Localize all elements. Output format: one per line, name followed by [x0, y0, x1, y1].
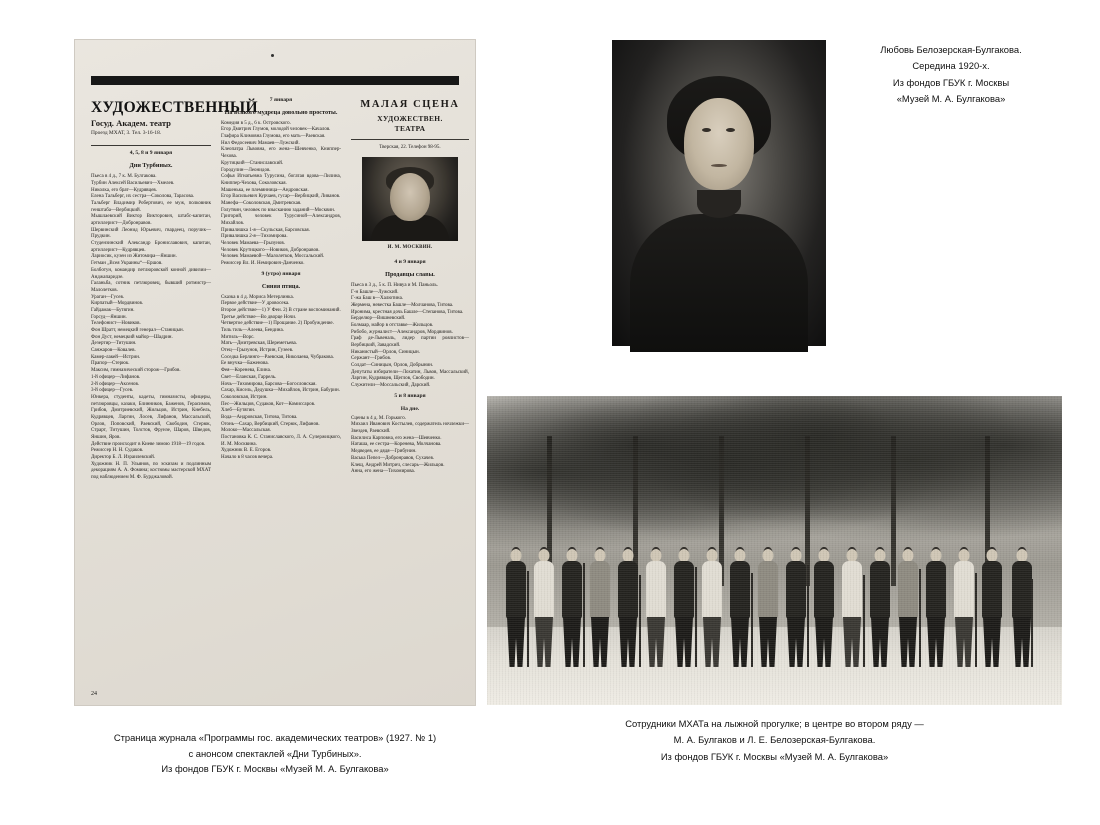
moskvin-portrait-caption: И. М. МОСКВИН. [387, 245, 433, 251]
scan-column-3 [351, 94, 469, 669]
photo-ski-pole [919, 569, 921, 667]
caption-left [60, 730, 490, 777]
photo-ski-pole [1031, 579, 1033, 667]
photo-subject-face [684, 98, 754, 190]
playbill-dates-1: 4, 5, 8 и 9 января [129, 150, 173, 157]
caption-tr-line-1: Любовь Белозерская-Булгакова. [880, 44, 1022, 55]
photo-person [645, 549, 667, 667]
photo-ski-pole [863, 575, 865, 667]
photo-people-group [487, 487, 1062, 667]
photo-mhat-ski-group [487, 396, 1062, 705]
caption-left-line-3: Из фондов ГБУК г. Москвы «Музей М. А. Булгакова» [161, 763, 389, 775]
malaya-stsena-title: МАЛАЯ СЦЕНА [360, 99, 460, 110]
photo-person [925, 549, 947, 667]
caption-tr-line-3: Из фондов ГБУК г. Москвы [892, 76, 1010, 88]
moskvin-portrait-engraving [362, 157, 458, 241]
photo-person [1011, 549, 1033, 667]
portrait-face [390, 173, 430, 221]
scan-column-1 [91, 94, 258, 669]
caption-left-line-2: с анонсом спектаклей «Дни Турбиных». [188, 747, 362, 759]
photo-person [897, 549, 919, 667]
magazine-masthead: ХУДОЖЕСТВЕННЫЙ [91, 99, 258, 116]
caption-bottom-right [487, 716, 1062, 765]
malaya-stsena-subtitle-1: ХУДОЖЕСТВЕН. [377, 113, 443, 123]
theatre-address-1: Проезд МХАТ, 3. Тел. 3-16-18. [91, 129, 162, 136]
play-title-mudrets: На всякого мудреца довольно простоты. [224, 108, 338, 116]
scan-page-number: 24 [91, 691, 97, 697]
photo-person [785, 549, 807, 667]
magazine-page-scan [75, 40, 475, 705]
scan-columns [91, 94, 469, 669]
photo-person [701, 549, 723, 667]
cast-list-2b: Сказка в 4 д. Мориса Метерлинка. Первое действие—У дровосека. Второе действие—1) У Феи. 2) В стране воспоминаний. Третье действие—Во дворце Ночи. Четвертое действие—1) Прощание. 2) Пробуждение. Тиль тиль—Алеева, Бендина. Митиль—Ворс. Мать—Дмитревская, Шереметьева. Отец—Грызунов, Истрин, Гузеев. Соседка Берлинго—Раевская, Николаева, Чубракова. Ее внучка—Баженова. Фея—Коренева, Елина. Свет—Еланская, Гаррель. Ночь—Тихомирова, Барсова—Богословская. Сахар, Кисель, Дедушка—Михайлов, Истрин, Бабурин. Соколовская, Истрин. Пес—Жильцов, Судаков, Кот—Комиссаров. Хлеб—Бутягин. Вода—Андровская, Титова, Титова. Огонь—Сахар, Вербицкий, Стерюк, Лифанов. Молоко—Массальская. Постановка К. С. Станиславского, Л. А. Сулержицкого, И. М. Москвина. Художник В. Е. Егоров. Начало в 8 часов вечера. [221, 294, 341, 461]
playbill-date-jan5-8: 5 и 8 января [394, 392, 426, 399]
theatre-address-2: Тверская, 22. Телефон 98-95. [379, 144, 441, 150]
photo-ski-pole [527, 571, 529, 667]
photo-person [617, 549, 639, 667]
caption-top-right [840, 42, 1062, 108]
photo-subject-eye-right [726, 128, 735, 132]
caption-tr-line-4: «Музей М. А. Булгакова» [896, 93, 1006, 105]
photo-person [813, 549, 835, 667]
photo-subject-eye-left [702, 128, 711, 132]
cast-list-3b: Сцены в 4 д. М. Горького. Михаил Иванович Костылев, содержатель ночлежки—Звездев, Раевский. Василиса Карповна, его жена—Шевченко. Наташа, ее сестра—Коренева, Молчанова. Медведев, ее дядя—Грибунин. Васька Пепел—Добронравов, Сухачев. Клещ, Андрей Митрич, слесарь—Жильцов. Анна, его жена—Тихомирова. [351, 415, 469, 475]
photo-person [729, 549, 751, 667]
photo-person [869, 549, 891, 667]
playbill-date-jan9: 9 (утро) января [261, 270, 301, 277]
playbill-date-jan7: 7 января [269, 97, 293, 103]
photo-belozerskaya-portrait [612, 40, 826, 346]
scan-dot-mark [271, 54, 274, 57]
malaya-stsena-subtitle-2: ТЕАТРА [394, 124, 426, 134]
scan-column-2 [221, 94, 341, 669]
magazine-masthead-subtitle: Госуд. Академ. театр [91, 117, 171, 128]
caption-br-line-3: Из фондов ГБУК г. Москвы «Музей М. А. Булгакова» [660, 750, 889, 762]
photo-person [953, 549, 975, 667]
photo-person [841, 549, 863, 667]
photo-person [757, 549, 779, 667]
playbill-date-jan4-9: 4 и 9 января [394, 259, 426, 266]
scan-top-rule [91, 76, 459, 85]
play-title-prodavtsy-slavy: Продавцы славы. [385, 271, 435, 279]
cast-list-3a: Пьеса в 3 д., 5 к. П. Нивуа и М. Паньоль. Г-н Башле—Лужский. Г-жа Баш в—Халютина. Жермена, невестка Башле—Молчанова, Титова. Иронима, крестная дочь Башле—Степанова, Титова. Берделюр—Вишневский. Болмаар, майор в отставке—Жильцов. Рибобо, журналист—Александров, Мордвинов. Граф де-Львеналь, лидер партии роялистов—Вербицкий, Завадский. Никанистый—Орлов, Синицын. Сержант—Грибов. Солдат—Синицын, Орлов, Добрынин. Депутаты избиратели—Лохатин, Львов, Массальский, Ларгин, Кудрявцев, Щеглов, Свободин. Служители—Моссальский, Дарский. [351, 282, 469, 389]
scan-paper [75, 40, 475, 705]
photo-person [673, 549, 695, 667]
photo-subject-mouth [711, 164, 727, 167]
caption-br-line-2: М. А. Булгаков и Л. Е. Белозерская-Булгакова. [673, 734, 876, 746]
caption-left-line-1: Страница журнала «Программы гос. академических театров» (1927. № 1) [113, 732, 437, 743]
photo-person [505, 549, 527, 667]
divider-rule-2 [351, 139, 469, 140]
caption-br-line-1: Сотрудники МХАТа на лыжной прогулке; в центре во втором ряду — [625, 718, 924, 729]
divider-rule [91, 145, 211, 146]
photo-ski-pole [751, 573, 753, 667]
play-title-dni-turbinyh: Дни Турбиных. [129, 162, 173, 170]
photo-person [561, 549, 583, 667]
photo-ski-pole [695, 567, 697, 667]
cast-list-1: Пьеса в 4 д., 7 к. М. Булгакова. Турбин Алексей Васильевич—Хмелев. Николка, его брат—Кудрявцев. Елена Тальберг, их сестра—Соколова, Тарасова. Тальберг Владимир Робертович, ее муж, полковник генштаба—Вербицкий. Мышлаевский Виктор Викторович, штабс-капитан, артиллерист—Добронравов. Шервинский Леонид Юрьевич, гвардеец, поручик—Прудкин. Студензинский Александр Брониславович, капитан, артиллерист—Кудрявцев. Лариосик, кузен из Житомира—Яншин. Гетман „Всея Украины“—Ершов. Болботун, командир петлюровской конной дивизии—Анджапаридзе. Галаньба, сотник петлюровец, бывший ротмистр—Малолетков. Ураган—Гусев. Кирпатый—Мордвинов. Гайдамак—Бутягин. Горсуд—Яншин. Телефонист—Новиков. Фон Шратт, немецкий генерал—Станицын. Фон Дуст, немецкий майор—Шадрин. Дезертир—Титушин. Санжаров—Ковалев. Камер-лакей—Истрин. Прапор—Стерюк. Максим, гимназический сторож—Грибов. 1-й офицер—Лифанов. 2-й офицер—Аксенов. 3-й офицер—Гусев. Юнкера, студенты, кадеты, гимназисты, офицеры, петлюровцы, казаки, Блинников, Баженов, Герасимов, Грибов, Дмитриевский, Жильцов, Истрин, Кнебель, Кудрявцев, Ларгин, Лосев, Лифанов, Массальский, Орлов, Поповский, Раевский, Свободин, Стерюк, Страрт, Титушин, Толстов, Фрунзе, Шаров, Шведов, Яншин, Яров. Действие происходит в Киеве зимою 1918—19 годов. Режиссер Н. Н. Судаков. Директор Б. Л. Израилевский. Художник Н. П. Ульянов, по эскизам и подлинным декорациям А. А. Фомина; костюмы мастерской МХАТ под наблюдением М. Ф. Бурджаловой. [91, 174, 211, 481]
play-title-na-dne: На дне. [400, 405, 420, 412]
photo-subject-body [630, 214, 808, 352]
photo-ski-pole [975, 573, 977, 667]
photo-person [589, 549, 611, 667]
caption-tr-line-2: Середина 1920-х. [912, 60, 990, 72]
photo-ski-pole [639, 575, 641, 667]
photo-person [981, 549, 1003, 667]
photo-ski-pole [807, 565, 809, 667]
play-title-sinyaya-ptitsa: Синяя птица. [261, 282, 301, 290]
photo-subject-collar [697, 190, 741, 218]
photo-person [533, 549, 555, 667]
cast-list-2a: Комедия в 5 д., 6 к. Островского. Егор Дмитрич Глумов, молодой человек—Качалов. Глафира Климовна Глумова, его мать—Раевская. Нил Федосеевич Мамаев—Лужский. Клеопатра Львовна, его жена—Шевченко, Книппер-Чехова. Крутицкий—Станиславский. Городулин—Леонидов. Софья Игнатьевна Турусина, богатая вдова—Лилина, Книппер-Чехова, Соколовская. Машенька, ее племянница—Андровская. Егор Васильевич Курчаев, гусар—Вербицкий, Ливанов. Манефа—Соколовская, Дмитревская. Голутвин, человек по взысканию заданий—Москвин. Григорий, человек Турусиной—Александров, Михайлов. Привалишка 1-я—Скульская, Барсовская. Привалишка 2-я—Тихомирова. Человек Мамаева—Грызунов. Человек Крутицкого—Новиков, Добронравов. Человек Мамаевой—Малолетков, Моссальский. Режиссер Вл. И. Немирович-Данченко. [221, 120, 341, 267]
photo-ski-pole [583, 563, 585, 667]
